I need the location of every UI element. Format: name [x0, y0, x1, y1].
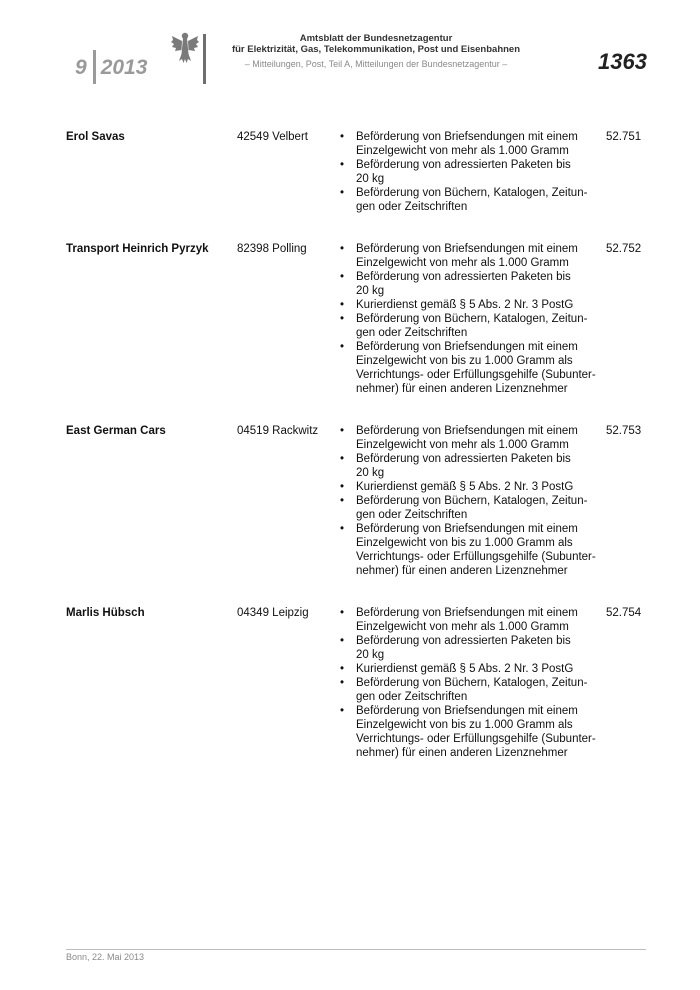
service-item — [340, 340, 604, 396]
service-item — [340, 130, 604, 158]
service-item — [340, 312, 604, 340]
journal-title-line-2: für Elektrizität, Gas, Telekommunikation, Post und Eisenbahnen — [231, 44, 521, 55]
license-entry — [66, 130, 646, 214]
service-text: Beförderung von Büchern, Katalogen, Zeitun- gen oder Zeitschriften — [356, 313, 588, 339]
license-entries-list — [66, 130, 646, 788]
federal-eagle-icon — [170, 30, 200, 66]
service-text: Beförderung von Briefsendungen mit einem Einzelgewicht von mehr als 1.000 Gramm — [356, 425, 578, 451]
service-text: Beförderung von Briefsendungen mit einem Einzelgewicht von mehr als 1.000 Gramm — [356, 243, 578, 269]
service-text: Kurierdienst gemäß § 5 Abs. 2 Nr. 3 PostG — [356, 299, 574, 311]
issue-number: 9 — [75, 55, 87, 79]
service-item — [340, 634, 604, 662]
service-item — [340, 606, 604, 634]
journal-title-line-1: Amtsblatt der Bundesnetzagentur — [299, 33, 453, 44]
service-item — [340, 522, 604, 578]
footer-date: Bonn, 22. Mai 2013 — [66, 952, 145, 962]
issue-year: 2013 — [100, 55, 148, 79]
service-item — [340, 704, 604, 760]
issue-label — [75, 50, 147, 84]
service-item — [340, 676, 604, 704]
journal-subtitle: – Mitteilungen, Post, Teil A, Mitteilungen der Bundesnetzagentur – — [244, 59, 508, 69]
service-text: Kurierdienst gemäß § 5 Abs. 2 Nr. 3 PostG — [356, 663, 574, 675]
licensee-location: 04349 Leipzig — [237, 607, 309, 619]
licensee-location: 82398 Polling — [237, 243, 307, 255]
service-list — [340, 130, 604, 214]
service-text: Beförderung von Briefsendungen mit einem Einzelgewicht von mehr als 1.000 Gramm — [356, 131, 578, 157]
license-number: 52.751 — [606, 131, 642, 143]
licensee-location: 42549 Velbert — [237, 131, 308, 143]
service-list — [340, 242, 604, 396]
service-item — [340, 494, 604, 522]
license-entry — [66, 424, 646, 578]
service-item — [340, 480, 604, 494]
service-text: Beförderung von Büchern, Katalogen, Zeitun- gen oder Zeitschriften — [356, 495, 588, 521]
header-vertical-rule — [203, 34, 206, 84]
licensee-name: Transport Heinrich Pyrzyk — [66, 243, 209, 255]
service-item — [340, 186, 604, 214]
issue-divider — [93, 50, 96, 84]
service-text: Beförderung von Büchern, Katalogen, Zeitun- gen oder Zeitschriften — [356, 187, 588, 213]
service-item — [340, 424, 604, 452]
licensee-name: Erol Savas — [66, 131, 125, 143]
service-text: Beförderung von Briefsendungen mit einem Einzelgewicht von bis zu 1.000 Gramm als Verrichtungs- oder Erfüllungsgehilfe (Subunter- nehmer) für einen anderen Lizenznehmer — [356, 523, 596, 577]
service-text: Beförderung von adressierten Paketen bis 20 kg — [356, 635, 571, 661]
service-text: Beförderung von Briefsendungen mit einem Einzelgewicht von bis zu 1.000 Gramm als Verrichtungs- oder Erfüllungsgehilfe (Subunter- nehmer) für einen anderen Lizenznehmer — [356, 341, 596, 395]
page-number: 1363 — [598, 49, 647, 74]
license-number: 52.752 — [606, 243, 642, 255]
service-item — [340, 270, 604, 298]
journal-title — [231, 33, 521, 55]
service-text: Kurierdienst gemäß § 5 Abs. 2 Nr. 3 PostG — [356, 481, 574, 493]
licensee-location: 04519 Rackwitz — [237, 425, 319, 437]
service-item — [340, 452, 604, 480]
service-list — [340, 424, 604, 578]
service-item — [340, 662, 604, 676]
license-number: 52.754 — [606, 607, 642, 619]
license-entry — [66, 242, 646, 396]
service-text: Beförderung von Briefsendungen mit einem Einzelgewicht von bis zu 1.000 Gramm als Verrichtungs- oder Erfüllungsgehilfe (Subunter- nehmer) für einen anderen Lizenznehmer — [356, 705, 596, 759]
service-text: Beförderung von Briefsendungen mit einem Einzelgewicht von mehr als 1.000 Gramm — [356, 607, 578, 633]
license-number: 52.753 — [606, 425, 642, 437]
service-text: Beförderung von adressierten Paketen bis 20 kg — [356, 159, 571, 185]
licensee-name: Marlis Hübsch — [66, 607, 145, 619]
service-list — [340, 606, 604, 760]
service-item — [340, 158, 604, 186]
service-text: Beförderung von Büchern, Katalogen, Zeitun- gen oder Zeitschriften — [356, 677, 588, 703]
service-text: Beförderung von adressierten Paketen bis 20 kg — [356, 271, 571, 297]
service-item — [340, 298, 604, 312]
service-text: Beförderung von adressierten Paketen bis 20 kg — [356, 453, 571, 479]
service-item — [340, 242, 604, 270]
footer-divider — [66, 949, 646, 950]
licensee-name: East German Cars — [66, 425, 166, 437]
license-entry — [66, 606, 646, 760]
